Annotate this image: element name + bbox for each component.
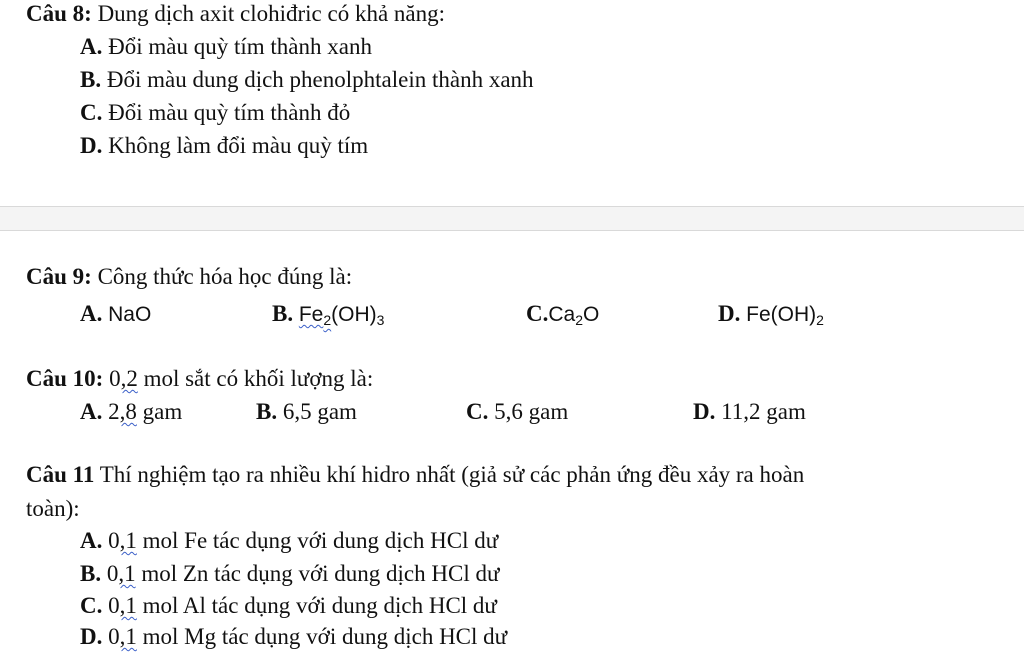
question-9-option-d <box>718 300 824 329</box>
option-text: mol Mg tác dụng với dung dịch HCl dư <box>136 624 508 649</box>
option-text: ,1 <box>119 593 137 618</box>
option-text: mol Zn tác dụng với dung dịch HCl dư <box>135 561 500 586</box>
option-formula <box>299 303 385 326</box>
formula-subscript: 3 <box>376 312 385 328</box>
option-text: 6,5 gam <box>277 399 357 424</box>
option-letter: B. <box>80 67 102 92</box>
option-text: mol Al tác dụng với dung dịch HCl dư <box>136 593 497 618</box>
question-card-9-11 <box>0 230 1024 669</box>
question-10-option-b <box>256 398 357 426</box>
question-8-option-d <box>80 132 368 160</box>
question-11-option-c <box>80 592 497 620</box>
question-8-text: Dung dịch axit clohiđric có khả năng: <box>91 1 446 26</box>
option-letter: C. <box>526 301 549 326</box>
option-text: Đổi màu quỳ tím thành đỏ <box>102 100 351 125</box>
option-text: ,1 <box>118 561 136 586</box>
option-letter: D. <box>693 399 716 424</box>
question-11-option-b <box>80 560 499 588</box>
option-text: mol Fe tác dụng với dung dịch HCl dư <box>136 528 499 553</box>
option-formula: NaO <box>108 303 152 326</box>
option-letter: C. <box>80 593 103 618</box>
option-formula <box>746 303 824 326</box>
formula-subscript: 2 <box>575 312 584 328</box>
option-text: ,1 <box>119 528 137 553</box>
question-10-option-a <box>80 398 182 426</box>
formula-subscript: 2 <box>323 312 332 328</box>
option-letter: B. <box>256 399 278 424</box>
option-text: 5,6 gam <box>488 399 569 424</box>
option-letter: B. <box>272 301 294 326</box>
option-letter: A. <box>80 301 103 326</box>
formula-subscript: 2 <box>816 312 824 328</box>
option-letter: D. <box>80 624 103 649</box>
formula-part: Fe <box>298 303 324 326</box>
option-text: 2 <box>102 399 120 424</box>
question-10-text: mol sắt có khối lượng là: <box>137 366 374 391</box>
question-11-stem-line1 <box>26 461 804 489</box>
question-11-label: Câu 11 <box>26 462 95 487</box>
option-letter: A. <box>80 528 103 553</box>
question-8-option-c <box>80 99 350 127</box>
question-9-option-c <box>526 300 599 329</box>
question-11-text: Thí nghiệm tạo ra nhiều khí hidro nhất (giả sử các phản ứng đều xảy ra hoàn <box>94 462 805 487</box>
question-9-option-a <box>80 300 151 329</box>
formula-part: Ca <box>548 303 576 326</box>
question-card-8 <box>0 0 1024 207</box>
question-11-option-a <box>80 527 498 555</box>
formula-part: O <box>583 303 600 326</box>
question-10-option-c <box>466 398 568 426</box>
question-10-label: Câu 10: <box>26 366 104 391</box>
option-formula <box>548 303 599 326</box>
option-text: ,8 <box>119 399 137 424</box>
formula-part: Fe(OH) <box>746 303 817 326</box>
question-9-text: Công thức hóa học đúng là: <box>91 264 353 289</box>
question-10-text: 0 <box>103 366 121 391</box>
option-letter: D. <box>80 133 103 158</box>
option-text: gam <box>136 399 183 424</box>
question-11-stem-line2 <box>26 495 80 523</box>
option-text: Đổi màu dung dịch phenolphtalein thành xanh <box>101 67 534 92</box>
question-9-stem <box>26 263 352 291</box>
option-text: 0 <box>102 624 120 649</box>
question-10-text: ,2 <box>120 366 138 391</box>
option-text: 11,2 gam <box>715 399 806 424</box>
option-text: 0 <box>102 593 120 618</box>
question-8-option-b <box>80 66 534 94</box>
option-text: 0 <box>101 561 119 586</box>
formula-part: (OH) <box>331 303 377 326</box>
question-9-option-b <box>272 300 384 329</box>
question-8-option-a <box>80 33 372 61</box>
question-10-stem <box>26 365 373 393</box>
option-letter: C. <box>466 399 489 424</box>
question-8-label: Câu 8: <box>26 1 92 26</box>
question-8-stem <box>26 0 445 28</box>
option-letter: D. <box>718 301 741 326</box>
option-text: Đổi màu quỳ tím thành xanh <box>102 34 372 59</box>
option-letter: A. <box>80 399 103 424</box>
option-letter: B. <box>80 561 102 586</box>
question-10-option-d <box>693 398 806 426</box>
option-letter: A. <box>80 34 103 59</box>
option-text: 0 <box>102 528 120 553</box>
question-11-option-d <box>80 623 507 651</box>
option-letter: C. <box>80 100 103 125</box>
question-9-label: Câu 9: <box>26 264 92 289</box>
option-text: ,1 <box>119 624 137 649</box>
question-11-text: toàn): <box>26 496 80 521</box>
option-text: Không làm đổi màu quỳ tím <box>102 133 369 158</box>
